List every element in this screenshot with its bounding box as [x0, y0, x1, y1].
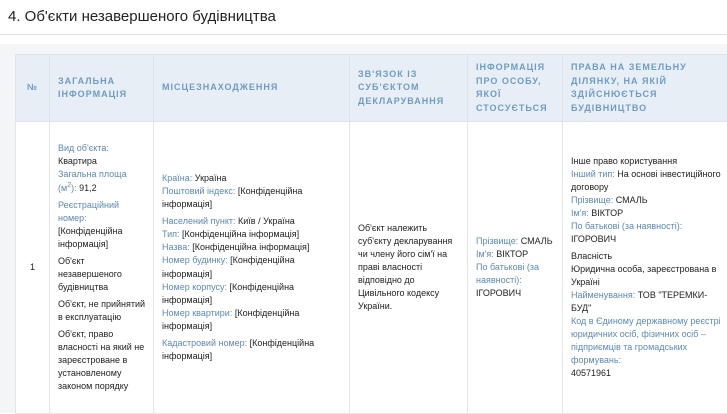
street-name-label: Назва: — [162, 242, 190, 252]
land-other-type-line — [571, 168, 721, 194]
block-label: Номер корпусу: — [162, 282, 227, 292]
land-name-line — [571, 207, 721, 220]
city-label: Населений пункт: — [162, 216, 236, 226]
country-label: Країна: — [162, 173, 192, 183]
street-type-label: Тип: — [162, 229, 180, 239]
land-right-type: Інше право користування — [571, 155, 721, 168]
land-other-type-label: Інший тип: — [571, 169, 615, 179]
postal-line — [162, 185, 343, 211]
cell-relation — [350, 122, 468, 414]
postal-label: Поштовий індекс: — [162, 186, 235, 196]
object-note-not-commissioned: Об'єкт, не прийнятий в експлуатацію — [58, 298, 147, 324]
cell-person-info — [468, 122, 563, 414]
header-general-info: ЗАГАЛЬНА ІНФОРМАЦІЯ — [50, 55, 154, 122]
land-edrpou-value: 40571961 — [571, 367, 721, 380]
person-patronymic-value: ІГОРОВИЧ — [476, 287, 556, 300]
city-line — [162, 215, 343, 228]
area-line — [58, 181, 147, 195]
object-note-unfinished: Об'єкт незавершеного будівництва — [58, 255, 147, 294]
land-patronymic-value: ІГОРОВИЧ — [571, 233, 721, 246]
street-type-value: [Конфіденційна інформація] — [182, 229, 299, 239]
area-unit-close: ): — [71, 183, 77, 193]
person-surname-label: Прізвище: — [476, 236, 518, 246]
object-note-unregistered: Об'єкт, право власності на який не зареєстроване в установленому законом порядку — [58, 328, 147, 393]
registration-number-label: Реєстраційний номер: — [58, 199, 147, 225]
registration-number-value: [Конфіденційна інформація] — [58, 225, 147, 251]
street-name-value: [Конфіденційна інформація] — [192, 242, 309, 252]
street-type-line — [162, 228, 343, 241]
object-type-label: Вид об'єкта: — [58, 142, 147, 155]
table-header-row — [16, 55, 727, 122]
land-org-name-label: Найменування: — [571, 290, 635, 300]
person-name-line — [476, 248, 556, 261]
unfinished-construction-table — [15, 54, 727, 414]
header-location: МІСЦЕЗНАХОДЖЕННЯ — [154, 55, 350, 122]
city-value: Київ / Україна — [238, 216, 295, 226]
person-surname-line — [476, 235, 556, 248]
land-org-name-line — [571, 289, 721, 315]
apartment-label: Номер квартири: — [162, 308, 232, 318]
header-person-info: ІНФОРМАЦІЯ ПРО ОСОБУ, ЯКОЇ СТОСУЄТЬСЯ — [468, 55, 563, 122]
apartment-value: [Конфіденційна інформація] — [162, 308, 299, 331]
building-value: [Конфіденційна інформація] — [162, 255, 295, 278]
object-type-value: Квартира — [58, 155, 147, 168]
land-patronymic-label: По батькові (за наявності): — [571, 220, 721, 233]
person-name-label: Ім'я: — [476, 249, 494, 259]
land-ownership: Власність — [571, 250, 721, 263]
block-line — [162, 281, 343, 307]
land-edrpou-label: Код в Єдиному державному реєстрі юридичних осіб, фізичних осіб – підприємців та громадських формувань: — [571, 315, 721, 367]
land-surname-line — [571, 194, 721, 207]
person-name-value: ВІКТОР — [496, 249, 528, 259]
country-line — [162, 172, 343, 185]
apartment-line — [162, 307, 343, 333]
building-label: Номер будинку: — [162, 255, 228, 265]
land-name-value: ВІКТОР — [591, 208, 623, 218]
section-title: 4. Об'єкти незавершеного будівництва — [8, 8, 276, 25]
land-entity-type: Юридична особа, зареєстрована в Україні — [571, 263, 721, 289]
land-name-label: Ім'я: — [571, 208, 589, 218]
person-patronymic-label: По батькові (за наявності): — [476, 261, 556, 287]
header-land-rights: ПРАВА НА ЗЕМЕЛЬНУ ДІЛЯНКУ, НА ЯКІЙ ЗДІЙСНЮЄТЬСЯ БУДІВНИЦТВО — [563, 55, 727, 122]
area-value: 91,2 — [79, 183, 97, 193]
cadastral-line — [162, 337, 343, 363]
title-divider — [0, 34, 727, 35]
relation-text: Об'єкт належить суб'єкту декларування чи члену його сім'ї на праві власності відповідно до Цивільного кодексу України. — [358, 222, 461, 313]
cadastral-value: [Конфіденційна інформація] — [162, 338, 314, 361]
block-value: [Конфіденційна інформація] — [162, 282, 294, 305]
row-number: 1 — [16, 122, 50, 414]
area-unit-label: (м — [58, 183, 67, 193]
land-org-name-value: ТОВ "ТЕРЕМКИ-БУД" — [571, 290, 707, 313]
building-line — [162, 254, 343, 280]
header-relation: ЗВ'ЯЗОК ІЗ СУБ'ЄКТОМ ДЕКЛАРУВАННЯ — [350, 55, 468, 122]
land-other-type-value: На основі інвестиційного договору — [571, 169, 721, 192]
cell-land-rights — [563, 122, 727, 414]
land-surname-label: Прізвище: — [571, 195, 613, 205]
area-label: Загальна площа — [58, 168, 147, 181]
country-value: Україна — [195, 173, 227, 183]
table-row — [16, 122, 727, 414]
area-unit-sup: 2 — [67, 182, 71, 189]
header-number: № — [16, 55, 50, 122]
street-name-line — [162, 241, 343, 254]
cadastral-label: Кадастровий номер: — [162, 338, 247, 348]
cell-general-info — [50, 122, 154, 414]
cell-location — [154, 122, 350, 414]
land-surname-value: СМАЛЬ — [616, 195, 648, 205]
person-surname-value: СМАЛЬ — [521, 236, 553, 246]
postal-value: [Конфіденційна інформація] — [162, 186, 302, 209]
